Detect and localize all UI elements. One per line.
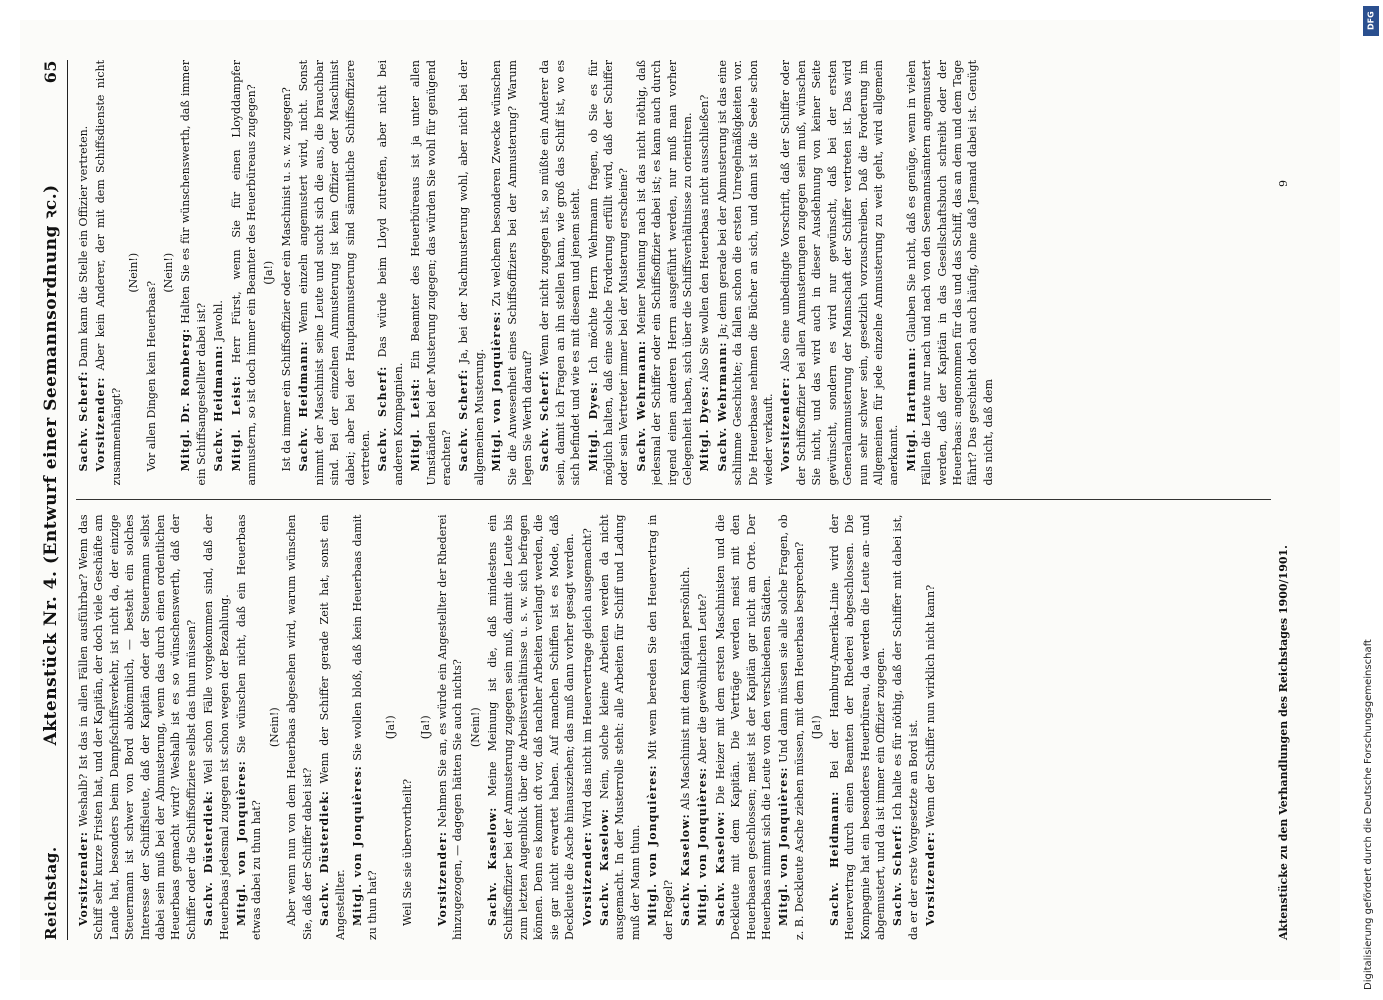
speaker-name: Sachv. Scherf:: [457, 368, 471, 472]
paragraph: [76, 515, 199, 941]
paragraph: [645, 515, 676, 941]
paragraph-text: Also eine unbedingte Vorschrift, daß der Schiffer oder der Schiffsoffizier bei allen Anmusterungen zugegen sein muß, wünschen Sie nicht, und das wird auch in dieser Ausdehnung von keiner Seite gewünscht, sondern es wird nur gewünscht, daß bei der ersten Generalanmusterung der Mannschaft der Schiffer vertreten ist. Das wird nun sehr schwer sein, gesetzlich vorzuschreiben. Daß die Forderung im Allgemeinen für jede einzelne Anmusterung zu weit geht, wird allgemein anerkannt.: [779, 60, 901, 486]
paragraph-text: Meiner Meinung nach ist das nicht nöthig, daß jedesmal der Schiffer oder ein Schiffsoffizier dabei ist; es kann auch durch irgend einen anderen Herrn ausgeführt werden, nur muß man vorher Gelegenheit haben, sich über die Schiffsverhältnisse zu orientiren.: [634, 60, 695, 486]
paragraph-text: Und dann müssen sie alle solche Fragen, ob z. B. Deckleute Asche ziehen müssen, mit dem Heuerbaas besprechen?: [777, 514, 806, 940]
left-column: [76, 515, 1271, 941]
paragraph: [485, 515, 577, 941]
paragraph: [279, 60, 294, 486]
paragraph-text: Dann kann die Stelle ein Offizier vertreten.: [77, 125, 90, 368]
paragraph: [890, 515, 921, 941]
paragraph-text: Weshalb? Ist das in allen Fällen ausführbar? Wenn das Schiff sehr kurze Fristen hat, und der Kapitän, der doch viele Geschäfte am Lande hat, besonders beim Dampfschiffsverkehr, ist nicht da, der einzige Steuermann ist schwer von Bord abkömmlich, — besteht ein solches Interesse der Schiffsleute, daß der Kapitän oder der Steuermann selbst dabei sein muß bei der Abmusterung, wenn das durch einen ordentlichen Heuerbaas gemacht wird? Weshalb ist es so wünschenswerth, daß der Schiffer oder die Schiffsoffiziere selbst das thun müssen?: [77, 514, 198, 940]
paragraph: [284, 515, 315, 941]
speaker-name: Mitgl. Dyes:: [586, 381, 600, 472]
paragraph-text: Bei der Hamburg-Amerika-Linie wird der Heuervertrag durch einen Beamten der Rhederei abgeschlossen. Die Kompagnie hat ein besonderes Heuerbüreau, da werden die Leute an- und abgemustert, und da ist immer ein Offizier zugegen.: [827, 514, 887, 940]
paragraph-text: Ja; denn gerade bei der Abmusterung ist das eine schlimme Geschichte; da fallen schon die ersten Unregelmäßigkeiten vor. Die Heuerbaase nehmen die Bücher an sich, und dann ist die Seele schon wieder verkauft.: [715, 60, 776, 486]
interjection: (Nein!): [127, 252, 141, 293]
speaker-name: Vorsitzender:: [924, 831, 938, 926]
right-column: [76, 60, 1271, 486]
paragraph: [586, 60, 632, 486]
paragraph-text: Wenn der nicht zugegen ist, so müßte ein Anderer da sein, damit ich Fragen an ihn stellen kann, wie groß das Schiff ist, wo es sich befindet und wie es mit diesem und jenem steht.: [538, 60, 583, 486]
paragraph: [904, 60, 996, 486]
paragraph-text: Also Sie wollen den Heuerbaas nicht ausschließen?: [698, 94, 712, 382]
paragraph: [375, 60, 406, 486]
interjection: (Ja!): [383, 715, 397, 740]
speaker-name: Sachv. Kaselow:: [598, 808, 611, 926]
paragraph: [211, 60, 226, 486]
paragraph-text: Sie wollen bloß, daß kein Heuerbaas damit zu thun hat?: [350, 514, 380, 940]
header-title: Aktenstück Nr. 4. (Entwurf einer Seemannsordnung ꝛc.): [41, 184, 61, 746]
speaker-name: Sachv. Heidmann:: [827, 790, 841, 926]
paragraph: [229, 60, 260, 486]
speaker-name: Sachv. Düsterdiek:: [202, 790, 216, 926]
speaker-name: Sachv. Wehrmann:: [634, 339, 648, 472]
interjection: (Ja!): [810, 715, 824, 740]
column-divider: [76, 500, 1271, 501]
text-columns: [76, 60, 1271, 940]
speaker-name: Sachv. Scherf:: [538, 369, 552, 472]
paragraph-text: Nein, solche kleine Arbeiten werden da nicht ausgemacht. In der Musterrolle steht: alle Arbeiten für Schiff und Ladung muß der Mann thun.: [598, 514, 642, 940]
interjection: (Nein!): [267, 707, 281, 748]
paragraph: [597, 515, 643, 941]
paragraph-text: Halten Sie es für wünschenswerth, daß immer ein Schiffsangestellter dabei ist?: [179, 60, 208, 486]
paragraph-text: Das würde beim Lloyd zutreffen, aber nicht bei anderen Kompagnien.: [376, 60, 405, 486]
paragraph-text: Als Maschinist mit dem Kapitän persönlich.: [679, 566, 693, 810]
interjection: (Ja!): [262, 260, 276, 285]
paragraph-text: Ja, bei der Nachmusterung wohl, aber nicht bei der allgemeinen Musterung.: [457, 60, 486, 486]
interjection: (Ja!): [418, 715, 432, 740]
speaker-name: Mitgl. Dyes:: [698, 385, 712, 472]
paragraph: [234, 515, 265, 941]
paragraph-text: Wenn einzeln angemustert wird, nicht. Sonst nimmt der Maschinist seine Leute und sucht sich die aus, die brauchbar sind. Bei der einzelnen Anmusterung ist kein Offizier oder Maschinist dabei; aber bei der Hauptanmusterung sind sämmtliche Schiffsoffiziere vertreten.: [297, 60, 372, 486]
paragraph-text: Weil Sie sie übervortheilt?: [401, 778, 415, 926]
dfg-logo: DFG: [1363, 6, 1379, 36]
paragraph-text: Herr Fürst, wenn Sie für einen Lloyddampfer anmustern, so ist doch immer ein Beamter des Heuerbüreaus zugegen?: [229, 60, 259, 486]
speaker-name: Sachv. Kaselow:: [679, 813, 693, 926]
paragraph: [201, 515, 232, 941]
speaker-name: Sachv. Heidmann:: [297, 340, 311, 472]
speaker-name: Sachv. Heidmann:: [212, 344, 226, 472]
paragraph: [634, 60, 696, 486]
paragraph: [778, 60, 901, 486]
paragraph: [715, 60, 777, 486]
speaker-name: Mitgl. von Jonquières:: [235, 760, 249, 926]
document-page: [20, 20, 1340, 980]
header-left: Reichstag.: [42, 846, 60, 940]
paragraph: [697, 60, 712, 486]
paragraph-text: Ein Beamter des Heuerbüreaus ist ja unter allen Umständen bei der Musterung zugegen; das würden Sie wohl für genügend erachten?: [409, 60, 453, 486]
paragraph-text: Ich möchte Herrn Wehrmann fragen, ob Sie es für möglich halten, daß eine solche Forderung erfüllt wird, daß der Schiffer oder sein Vertreter immer bei der Musterung erscheine?: [586, 60, 631, 486]
speaker-name: Vorsitzender:: [435, 831, 449, 926]
paragraph-text: Mit wem bereden Sie den Heuervertrag in der Regel?: [646, 514, 675, 940]
paragraph: [317, 515, 348, 941]
speaker-name: Mitgl. Leist:: [409, 377, 423, 472]
paragraph: [580, 515, 595, 941]
speaker-name: Sachv. Scherf:: [891, 824, 905, 926]
paragraph-text: Vor allen Dingen kein Heuerbaas?: [144, 281, 158, 472]
paragraph: [776, 515, 807, 941]
paragraph: [296, 60, 373, 486]
paragraph-text: Glauben Sie nicht, daß es genüge, wenn in vielen Fällen die Leute nur nach und nach von den Seemannsämtern angemustert werden, daß der Kapitän in das Gesellschaftsbuch schreibt oder der Heuerbaas: angenommen für das und das Schiff, das an dem und dem Tage fährt? Das geschieht doch auch häufig, ohne daß Jemand dabei ist. Genügt das nicht, daß dem: [904, 60, 995, 486]
interjection: (Nein!): [162, 252, 176, 293]
paragraph-text: Weil schon Fälle vorgekommen sind, daß der Heuerbaas jedesmal zugegen ist schon wegen der Bezahlung.: [202, 514, 231, 940]
speaker-name: Sachv. Düsterdiek:: [318, 790, 332, 926]
paragraph-text: Wird das nicht im Heuervertrage gleich ausgemacht?: [580, 528, 594, 828]
speaker-name: Mitgl. von Jonquières:: [490, 310, 504, 472]
paragraph: [408, 60, 454, 486]
paragraph-text: Die Heizer mit dem ersten Maschinisten und die Deckleute mit dem Kapitän. Die Verträge werden meist mit den Heuerbaasen geschlossen; meist ist der Kapitän gar nicht am Orte. Der Heuerbaas nimmt sich die Leute von den verschiedenen Städten.: [713, 514, 774, 940]
speaker-name: Sachv. Kaselow:: [713, 810, 727, 926]
speaker-name: Mitgl. Hartmann:: [904, 346, 918, 472]
speaker-name: Sachv. Scherf:: [77, 370, 90, 472]
paragraph: [489, 60, 535, 486]
paragraph-text: Meine Meinung ist die, daß mindestens ein Schiffsoffizier bei der Anmusterung zugegen sein muß, damit die Leute bis zum letzten Augenblick über die Arbeitsverhältnisse u. s. w. sich befragen können. Denn es kommt oft vor, daß nachher Arbeiten verlangt werden, die sie gar nicht erwartet haben. Auf manchen Schiffen ist es Mode, daß Deckleute die Asche hinausziehen; das muß dann vorher gesagt werden.: [486, 514, 577, 940]
page-footer: [1277, 60, 1290, 940]
paragraph-text: Aber wenn nun von dem Heuerbaas abgesehen wird, warum wünschen Sie, daß der Schiffer dabei ist?: [285, 514, 314, 940]
paragraph-text: Aber kein Anderer, der mit dem Schiffsdienste nicht zusammenhängt?: [94, 60, 123, 486]
footer-citation: Aktenstücke zu den Verhandlungen des Reichstages 1900/1901.: [1277, 545, 1290, 940]
paragraph-text: Wenn der Schiffer nun wirklich nicht kann?: [924, 584, 938, 828]
speaker-name: Mitgl. von Jonquières:: [350, 765, 364, 926]
paragraph-text: Ist da immer ein Schiffsoffizier oder ein Maschinist u. s. w. zugegen?: [279, 87, 293, 472]
speaker-name: Mitgl. Dr. Romberg:: [179, 327, 193, 472]
speaker-name: Vorsitzender:: [94, 376, 108, 472]
page-number: 65: [41, 60, 60, 84]
paragraph: [144, 60, 159, 486]
paragraph: [678, 515, 693, 941]
speaker-name: Vorsitzender:: [580, 831, 594, 926]
paragraph: [695, 515, 710, 941]
interjection: (Nein!): [468, 707, 482, 748]
paragraph: [435, 515, 466, 941]
speaker-name: Vorsitzender:: [77, 831, 90, 926]
paragraph: [456, 60, 487, 486]
speaker-name: Mitgl. von Jonquières:: [646, 764, 660, 926]
paragraph-text: Ich halte es für nöthig, daß der Schiffer mit dabei ist, da er der erste Vorgesetzte an Bord ist.: [891, 514, 920, 940]
paragraph: [350, 515, 381, 941]
paragraph: [923, 515, 938, 941]
paragraph-text: Zu welchem besonderen Zwecke wünschen Sie die Anwesenheit eines Schiffsoffiziers bei der Anmusterung? Warum legen Sie Werth darauf?: [490, 60, 534, 486]
speaker-name: Sachv. Kaselow:: [486, 806, 500, 926]
speaker-name: Mitgl. von Jonquières:: [777, 766, 791, 926]
paragraph-text: Wenn der Schiffer gerade Zeit hat, sonst ein Angestellter.: [318, 514, 347, 940]
paragraph-text: Sie wünschen nicht, daß ein Heuerbaas etwas dabei zu thun hat?: [235, 514, 264, 940]
paragraph: [178, 60, 209, 486]
speaker-name: Sachv. Scherf:: [376, 365, 390, 472]
speaker-name: Mitgl. Leist:: [229, 375, 243, 472]
signature-mark: 9: [1277, 180, 1290, 187]
paragraph-text: Nehmen Sie an, es würde ein Angestellter der Rhederei hinzugezogen, — dagegen hätten Sie auch nichts?: [435, 514, 465, 940]
paragraph: [713, 515, 775, 941]
paragraph: [537, 60, 583, 486]
speaker-name: Mitgl. von Jonquières:: [696, 767, 710, 926]
paragraph-text: Jawohl.: [212, 300, 226, 342]
paragraph: [76, 60, 91, 486]
speaker-name: Vorsitzender:: [779, 376, 793, 472]
page-header: [38, 60, 68, 940]
speaker-name: Sachv. Wehrmann:: [715, 341, 729, 472]
paragraph: [93, 60, 124, 486]
paragraph-text: Aber die gewöhnlichen Leute?: [696, 593, 710, 764]
digitization-credit: Digitalisierung gefördert durch die Deutsche Forschungsgemeinschaft: [1363, 639, 1374, 990]
paragraph: [827, 515, 889, 941]
paragraph: [400, 515, 415, 941]
